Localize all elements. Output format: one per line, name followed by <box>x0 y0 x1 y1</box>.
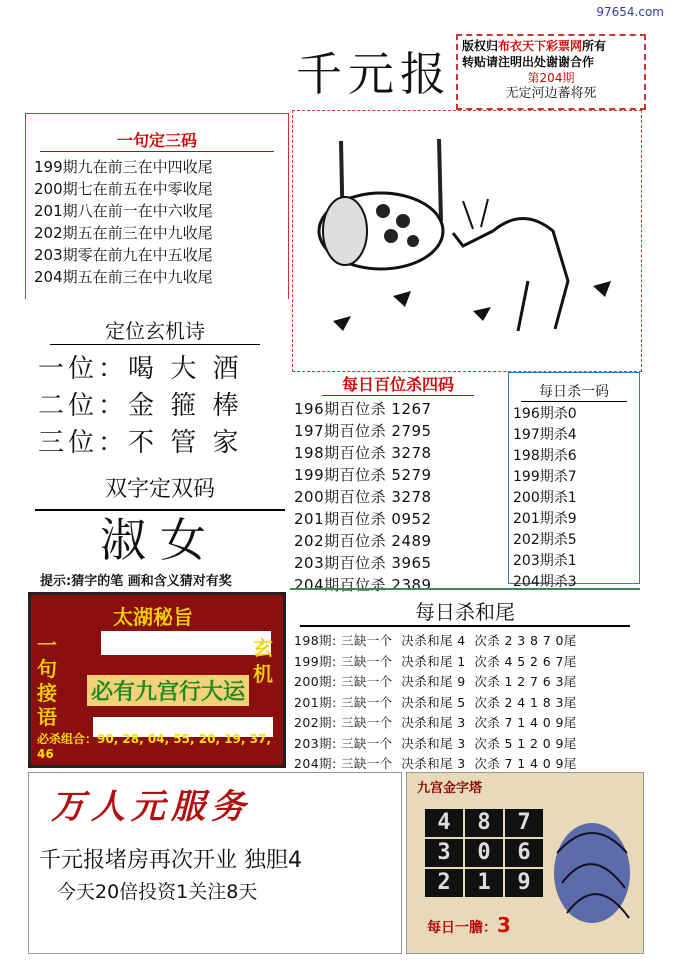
table-row: 202期: 三缺一个 决杀和尾 3 次杀 7 1 4 0 9尾 <box>294 715 577 730</box>
kill-one-rows <box>509 404 639 593</box>
one-sentence-box <box>25 113 289 299</box>
list-item: 202期杀5 <box>513 532 577 548</box>
list-item: 202期百位杀 2489 <box>294 532 432 550</box>
figure-illustration <box>547 813 637 943</box>
table-row: 198期: 三缺一个 决杀和尾 4 次杀 2 3 8 7 0尾 <box>294 633 577 648</box>
grid-box <box>406 772 644 954</box>
lock-line: 千元报堵房再次开业 独胆4 <box>39 848 302 873</box>
list-item: 200期杀1 <box>513 490 577 506</box>
magic-grid <box>425 809 543 897</box>
taihu-combo: 必杀组合：90, 28, 04, 55, 20, 19, 37, 46 <box>37 732 271 761</box>
list-item: 203期零在前九在中五收尾 <box>34 246 213 264</box>
table-row: 200期: 三缺一个 决杀和尾 9 次杀 1 2 7 6 3尾 <box>294 674 577 689</box>
double-box <box>35 472 285 569</box>
table-row: 204期: 三缺一个 决杀和尾 3 次杀 7 1 4 0 9尾 <box>294 756 577 771</box>
kill-one-box <box>508 372 640 590</box>
list-item: 199期杀7 <box>513 469 577 485</box>
kill-one-title: 每日杀一码 <box>521 381 627 402</box>
masthead-title: 千元报 <box>296 47 452 101</box>
taihu-box <box>28 592 286 768</box>
poem-row: 二位：金 箍 棒 <box>38 391 243 421</box>
fable-illustration <box>293 111 641 371</box>
list-item: 197期杀4 <box>513 427 577 443</box>
grid-cell: 0 <box>465 839 503 867</box>
grid-cell: 7 <box>505 809 543 837</box>
list-item: 198期百位杀 3278 <box>294 444 432 462</box>
hint-text: 提示:猜字的笔 画和含义猜对有奖 <box>40 574 232 589</box>
grid-cell: 9 <box>505 869 543 897</box>
poem-title: 定位玄机诗 <box>50 315 260 345</box>
list-item: 201期八在前一在中六收尾 <box>34 202 213 220</box>
taihu-right: 玄机 <box>253 636 273 686</box>
site-watermark: 97654.com <box>592 4 668 20</box>
table-row: 203期: 三缺一个 决杀和尾 3 次杀 5 1 2 0 9尾 <box>294 735 577 751</box>
baiwei-rows <box>292 398 504 596</box>
poem-box <box>30 315 280 462</box>
list-item: 204期五在前三在中九收尾 <box>34 268 213 286</box>
one-sentence-lines <box>26 156 288 288</box>
poem-row: 一位：喝 大 酒 <box>38 354 243 384</box>
list-item: 200期七在前五在中零收尾 <box>34 180 213 198</box>
list-item: 202期五在前三在中九收尾 <box>34 224 213 242</box>
illustration <box>292 110 642 372</box>
double-title: 双字定双码 <box>104 477 215 502</box>
table-row: 199期: 三缺一个 决杀和尾 1 次杀 4 5 2 6 7尾 <box>294 653 577 669</box>
list-item: 203期杀1 <box>513 553 577 569</box>
poem-row: 三位：不 管 家 <box>38 428 243 458</box>
one-sentence-title: 一句定三码 <box>40 128 274 152</box>
list-item: 198期杀6 <box>513 448 577 464</box>
list-item: 204期杀3 <box>513 574 577 590</box>
list-item: 200期百位杀 3278 <box>294 488 432 506</box>
list-item: 197期百位杀 2795 <box>294 422 432 440</box>
list-item: 203期百位杀 3965 <box>294 554 432 572</box>
list-item: 201期杀9 <box>513 511 577 527</box>
tail-rows <box>290 631 640 775</box>
motto: 无定河边蕃将死 <box>505 86 597 101</box>
redacted-bar <box>101 631 271 655</box>
invest-line: 今天20倍投资1关注8天 <box>57 881 258 903</box>
tail-box <box>290 588 640 770</box>
taihu-main: 必有九宫行大运 <box>87 675 249 706</box>
copyright-line1: 版权归布衣天下彩票网所有 <box>462 39 607 53</box>
table-row: 201期: 三缺一个 决杀和尾 5 次杀 2 4 1 8 3尾 <box>294 694 577 710</box>
list-item: 204期百位杀 2389 <box>294 576 432 594</box>
taihu-left: 一句接语 <box>37 633 57 729</box>
copyright-box <box>456 34 646 110</box>
brush-calligraphy: 万人元服务 <box>51 787 251 827</box>
bottom-left-box <box>28 772 402 954</box>
list-item: 196期杀0 <box>513 406 577 422</box>
grid-cell: 2 <box>425 869 463 897</box>
baiwei-title: 每日百位杀四码 <box>322 372 474 396</box>
grid-cell: 4 <box>425 809 463 837</box>
daily-lock: 每日一膽：3 <box>427 913 511 937</box>
tail-title: 每日杀和尾 <box>300 596 630 627</box>
grid-cell: 1 <box>465 869 503 897</box>
list-item: 199期九在前三在中四收尾 <box>34 158 213 176</box>
grid-cell: 3 <box>425 839 463 867</box>
list-item: 201期百位杀 0952 <box>294 510 432 528</box>
issue-number: 第204期 <box>527 71 575 85</box>
grid-cell: 6 <box>505 839 543 867</box>
baiwei-box <box>292 372 504 596</box>
double-word: 淑女 <box>35 509 285 569</box>
grid-title: 九宫金字塔 <box>417 781 483 796</box>
grid-cell: 8 <box>465 809 503 837</box>
taihu-title: 太湖秘旨 <box>113 605 193 629</box>
list-item: 199期百位杀 5279 <box>294 466 432 484</box>
copyright-line2: 转贴请注明出处谢谢合作 <box>462 55 595 69</box>
list-item: 196期百位杀 1267 <box>294 400 432 418</box>
